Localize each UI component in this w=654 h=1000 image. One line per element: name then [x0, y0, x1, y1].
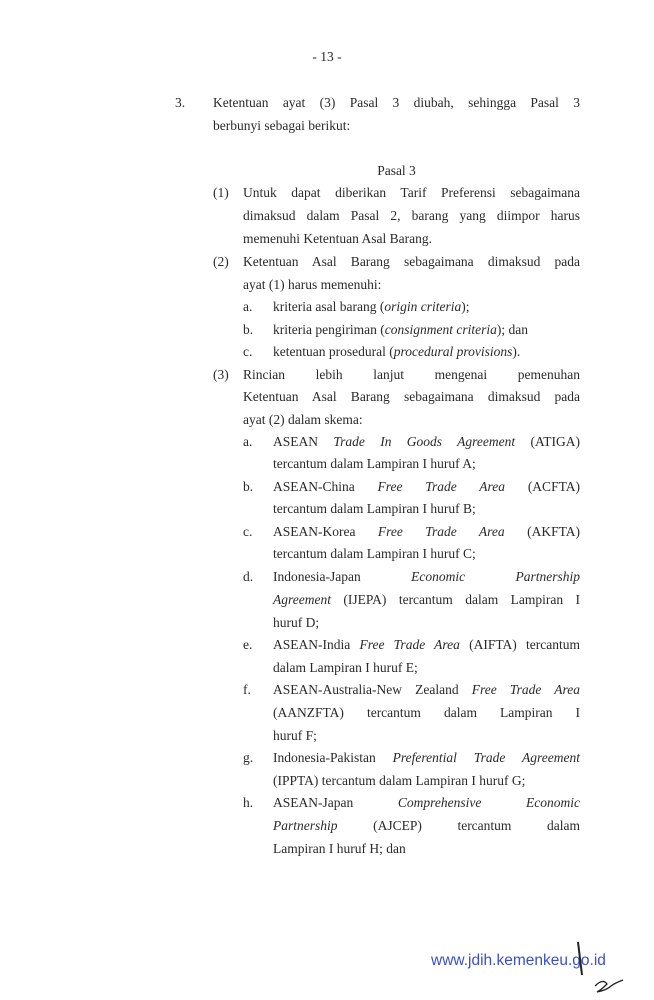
text-line [243, 207, 580, 225]
italic-term: Agreement [273, 592, 331, 607]
text-line [273, 636, 580, 654]
italic-term: Partnership [273, 818, 338, 833]
text-segment: Rincian lebih lanjut mengenai pemenuhan [243, 367, 580, 382]
text-segment: kriteria asal barang ( [273, 299, 385, 314]
italic-term: procedural provisions [393, 344, 513, 359]
italic-term: origin criteria [384, 299, 462, 314]
text-segment: Lampiran I huruf H; dan [273, 841, 406, 856]
text-segment: huruf D; [273, 615, 320, 630]
text-segment: (IJEPA) tercantum dalam Lampiran I [330, 592, 580, 607]
text-segment: tercantum dalam Lampiran I huruf B; [273, 501, 476, 516]
text-line [273, 681, 580, 699]
text-segment: (AANZFTA) tercantum dalam Lampiran I [273, 705, 580, 720]
text-segment: (ATIGA) [515, 434, 580, 449]
sub-item-letter: c. [243, 524, 253, 539]
text-line [273, 794, 580, 812]
text-line [273, 772, 525, 790]
text-segment: kriteria pengiriman ( [273, 322, 385, 337]
text-segment: memenuhi Ketentuan Asal Barang. [243, 231, 432, 246]
italic-term: Trade In Goods Agreement [333, 434, 516, 449]
text-segment: dalam Lampiran I huruf E; [273, 660, 418, 675]
text-segment: ASEAN-Australia-New Zealand [273, 682, 472, 697]
item-number: 3. [175, 95, 186, 110]
text-line [273, 545, 476, 563]
text-line [273, 433, 580, 451]
ayat-number: (1) [213, 185, 229, 200]
text-line [243, 388, 580, 406]
footer-url-link[interactable]: www.jdih.kemenkeu.go.id [431, 952, 606, 969]
text-segment: (IPPTA) tercantum dalam Lampiran I huruf G; [273, 773, 526, 788]
text-line [243, 366, 580, 384]
italic-term: Free Trade Area [359, 637, 460, 652]
text-segment: ASEAN-Japan [273, 795, 398, 810]
sub-item-letter: a. [243, 434, 253, 449]
text-line [273, 568, 580, 586]
text-line [243, 184, 580, 202]
sub-item-letter: b. [243, 479, 254, 494]
text-line [273, 727, 317, 745]
text-line [273, 321, 528, 339]
text-line [273, 591, 580, 609]
text-segment: (AIFTA) tercantum [459, 637, 580, 652]
ayat-number: (2) [213, 254, 229, 269]
text-line [213, 117, 350, 135]
italic-term: Preferential Trade Agreement [392, 750, 580, 765]
text-segment: Untuk dapat diberikan Tarif Preferensi sebagaimana [243, 185, 580, 200]
sub-item-letter: a. [243, 299, 253, 314]
text-segment: ayat (1) harus memenuhi: [243, 277, 382, 292]
text-segment: ketentuan prosedural ( [273, 344, 394, 359]
text-line [273, 298, 469, 316]
text-line [273, 749, 580, 767]
text-line [273, 704, 580, 722]
italic-term: Free Trade Area [377, 524, 505, 539]
text-segment: (AJCEP) tercantum dalam [337, 818, 580, 833]
text-segment: ASEAN [273, 434, 334, 449]
text-line [273, 659, 418, 677]
text-segment: ); [461, 299, 470, 314]
text-segment: Indonesia-Japan [273, 569, 412, 584]
text-line [273, 455, 476, 473]
signature-initial-icon [560, 940, 630, 995]
text-segment: berbunyi sebagai berikut: [213, 118, 351, 133]
text-segment: Indonesia-Pakistan [273, 750, 393, 765]
italic-term: Free Trade Area [377, 479, 506, 494]
text-segment: huruf F; [273, 728, 317, 743]
text-line [273, 478, 580, 496]
text-segment: ASEAN-Korea [273, 524, 378, 539]
text-line [273, 840, 406, 858]
text-line [273, 500, 476, 518]
ayat-number: (3) [213, 367, 229, 382]
text-segment: tercantum dalam Lampiran I huruf C; [273, 546, 476, 561]
text-line [243, 230, 432, 248]
sub-item-letter: f. [243, 682, 251, 697]
sub-item-letter: b. [243, 322, 254, 337]
text-segment: ASEAN-China [273, 479, 378, 494]
text-segment: (AKFTA) [504, 524, 580, 539]
text-segment: ); dan [496, 322, 528, 337]
page-number: - 13 - [312, 49, 342, 64]
sub-item-letter: d. [243, 569, 254, 584]
text-segment: ayat (2) dalam skema: [243, 412, 363, 427]
italic-term: Economic Partnership [411, 569, 581, 584]
italic-term: Free Trade Area [471, 682, 580, 697]
text-line [273, 523, 580, 541]
sub-item-letter: c. [243, 344, 253, 359]
text-segment: Ketentuan Asal Barang sebagaimana dimaksud pada [243, 389, 580, 404]
text-line [273, 817, 580, 835]
text-line [243, 253, 580, 271]
text-segment: ASEAN-India [273, 637, 360, 652]
text-segment: dimaksud dalam Pasal 2, barang yang diimpor harus [243, 208, 580, 223]
sub-item-letter: h. [243, 795, 254, 810]
sub-item-letter: g. [243, 750, 254, 765]
text-line [243, 411, 363, 429]
pasal-title: Pasal 3 [377, 163, 416, 178]
text-line [213, 94, 580, 112]
text-line [273, 343, 520, 361]
sub-item-letter: e. [243, 637, 253, 652]
text-segment: Ketentuan ayat (3) Pasal 3 diubah, sehingga Pasal 3 [213, 95, 580, 110]
text-segment: ). [512, 344, 521, 359]
text-line [273, 614, 319, 632]
italic-term: consignment criteria [384, 322, 497, 337]
text-segment: Ketentuan Asal Barang sebagaimana dimaksud pada [243, 254, 580, 269]
italic-term: Comprehensive Economic [397, 795, 580, 810]
text-segment: (ACFTA) [505, 479, 580, 494]
text-line [243, 276, 381, 294]
text-segment: tercantum dalam Lampiran I huruf A; [273, 456, 476, 471]
